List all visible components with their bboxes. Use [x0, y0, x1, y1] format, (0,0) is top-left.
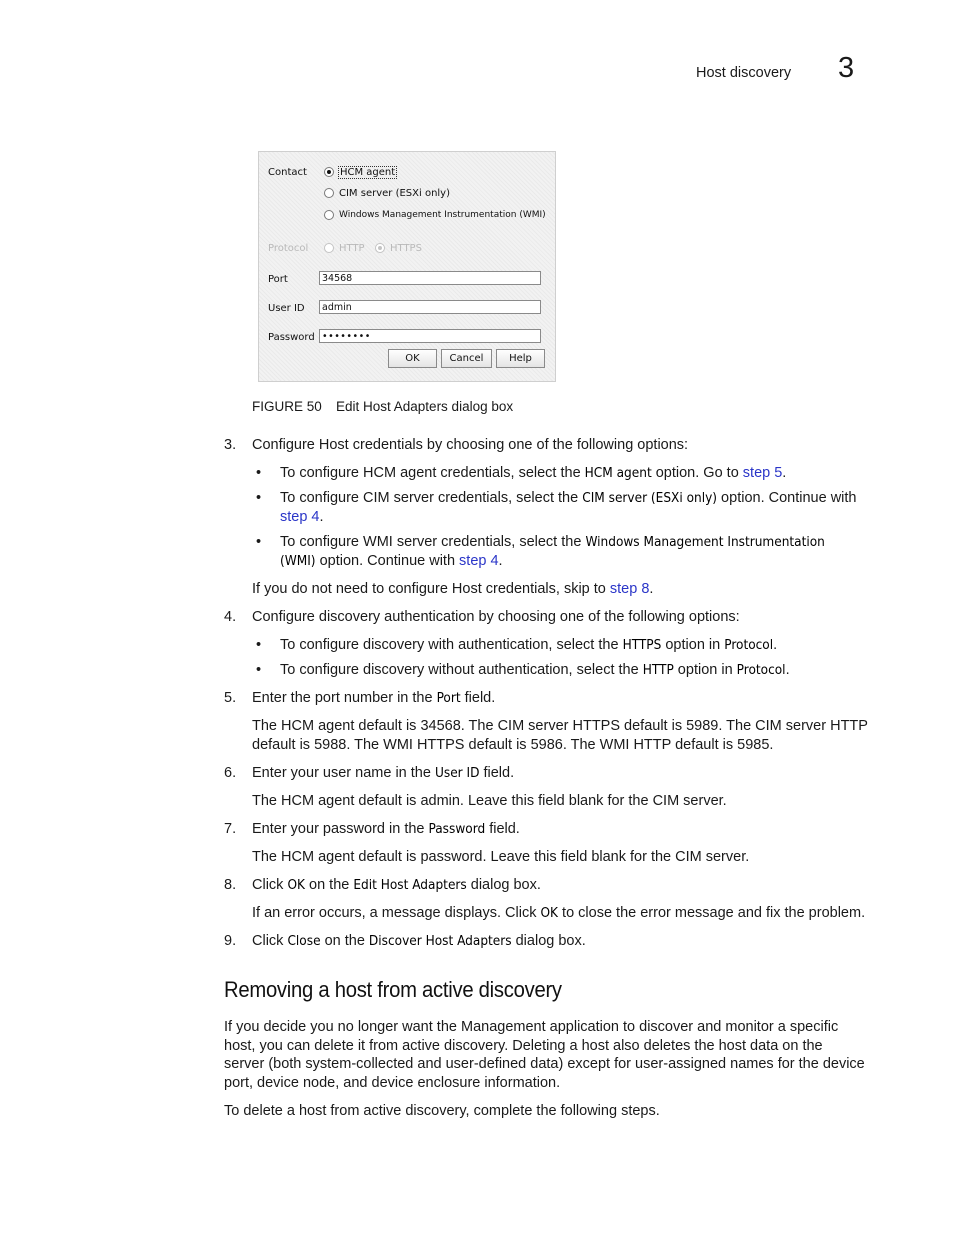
- https-radio[interactable]: [375, 243, 385, 253]
- link-step-4[interactable]: step 4: [459, 553, 499, 569]
- section-para-line-1: If you decide you no longer want the Management application to discover and monitor a specific: [224, 1019, 839, 1035]
- step-3-bullet-2: To configure CIM server credentials, select the CIM server (ESXi only) option. Continue with: [280, 490, 857, 506]
- cim-server-label[interactable]: CIM server (ESXi only): [339, 188, 451, 199]
- step-3-bullet-2-cont: step 4.: [280, 509, 324, 525]
- step-9-number: 9.: [224, 933, 237, 949]
- figure-title: Edit Host Adapters dialog box: [336, 399, 514, 414]
- step-9-text: Click Close on the Discover Host Adapters dialog box.: [252, 933, 586, 949]
- section-para-2: To delete a host from active discovery, complete the following steps.: [224, 1103, 660, 1119]
- section-para-line-3: server (both system-collected and user-defined data) except for user-assigned names for the device: [224, 1056, 865, 1072]
- bullet-icon: •: [256, 490, 262, 506]
- chapter-number: 3: [838, 52, 855, 84]
- http-radio[interactable]: [324, 243, 334, 253]
- password-label: Password: [268, 332, 315, 343]
- help-button[interactable]: Help: [496, 349, 545, 368]
- link-step-4[interactable]: step 4: [280, 509, 320, 525]
- wmi-label[interactable]: Windows Management Instrumentation (WMI): [339, 210, 546, 220]
- step-3-number: 3.: [224, 437, 237, 453]
- step-3-bullet-3: To configure WMI server credentials, select the Windows Management Instrumentation: [280, 534, 825, 550]
- step-6-number: 6.: [224, 765, 237, 781]
- port-input[interactable]: 34568: [319, 271, 541, 285]
- step-7-number: 7.: [224, 821, 237, 837]
- step-4-text: Configure discovery authentication by choosing one of the following options:: [252, 609, 740, 625]
- step-4-bullet-2: To configure discovery without authentication, select the HTTP option in Protocol.: [280, 662, 790, 678]
- step-5-number: 5.: [224, 690, 237, 706]
- bullet-icon: •: [256, 662, 262, 678]
- bullet-icon: •: [256, 465, 262, 481]
- step-5-note-line-2: default is 5988. The WMI HTTPS default is 5986. The WMI HTTP default is 5985.: [252, 737, 774, 753]
- bullet-icon: •: [256, 637, 262, 653]
- user-id-input[interactable]: admin: [319, 300, 541, 314]
- section-para-line-2: host, you can delete it from active discovery. Deleting a host also deletes the host data on the: [224, 1038, 823, 1054]
- cim-server-radio[interactable]: [324, 188, 334, 198]
- port-label: Port: [268, 274, 288, 285]
- step-6-note: The HCM agent default is admin. Leave this field blank for the CIM server.: [252, 793, 727, 809]
- step-3-note: If you do not need to configure Host credentials, skip to step 8.: [252, 581, 654, 597]
- user-id-label: User ID: [268, 303, 305, 314]
- edit-host-adapters-dialog: [258, 151, 556, 382]
- figure-caption: [252, 399, 513, 414]
- step-8-note: If an error occurs, a message displays. Click OK to close the error message and fix the problem.: [252, 905, 866, 921]
- step-5-note-line-1: The HCM agent default is 34568. The CIM server HTTPS default is 5989. The CIM server HTTP: [252, 718, 868, 734]
- protocol-label: Protocol: [268, 243, 309, 254]
- link-step-5[interactable]: step 5: [742, 465, 783, 481]
- section-para-line-4: port, device node, and device enclosure information.: [224, 1075, 561, 1091]
- step-3-bullet-1: To configure HCM agent credentials, select the HCM agent option. Go to step 5.: [280, 465, 787, 481]
- link-step-8[interactable]: step 8: [609, 581, 650, 597]
- cancel-button[interactable]: Cancel: [441, 349, 492, 368]
- wmi-radio[interactable]: [324, 210, 334, 220]
- step-7-note: The HCM agent default is password. Leave this field blank for the CIM server.: [252, 849, 750, 865]
- step-3-text: Configure Host credentials by choosing one of the following options:: [252, 437, 689, 453]
- password-input[interactable]: ••••••••: [319, 329, 541, 343]
- http-label[interactable]: HTTP: [339, 243, 365, 254]
- step-8-text: Click OK on the Edit Host Adapters dialog box.: [252, 877, 541, 893]
- running-header-title: Host discovery: [696, 65, 792, 81]
- step-7-text: Enter your password in the Password field.: [252, 821, 520, 837]
- step-6-text: Enter your user name in the User ID field.: [252, 765, 515, 781]
- figure-number: FIGURE 50: [252, 399, 322, 414]
- step-5-text: Enter the port number in the Port field.: [252, 690, 496, 706]
- step-4-bullet-1: To configure discovery with authentication, select the HTTPS option in Protocol.: [280, 637, 778, 653]
- https-label[interactable]: HTTPS: [390, 243, 422, 254]
- bullet-icon: •: [256, 534, 262, 550]
- section-heading: Removing a host from active discovery: [224, 977, 562, 1002]
- step-8-number: 8.: [224, 877, 237, 893]
- hcm-agent-radio[interactable]: [324, 167, 334, 177]
- contact-label: Contact: [268, 167, 307, 178]
- ok-button[interactable]: OK: [388, 349, 437, 368]
- step-3-bullet-3-cont: (WMI) option. Continue with step 4.: [280, 553, 503, 569]
- step-4-number: 4.: [224, 609, 237, 625]
- hcm-agent-label[interactable]: HCM agent: [340, 167, 396, 178]
